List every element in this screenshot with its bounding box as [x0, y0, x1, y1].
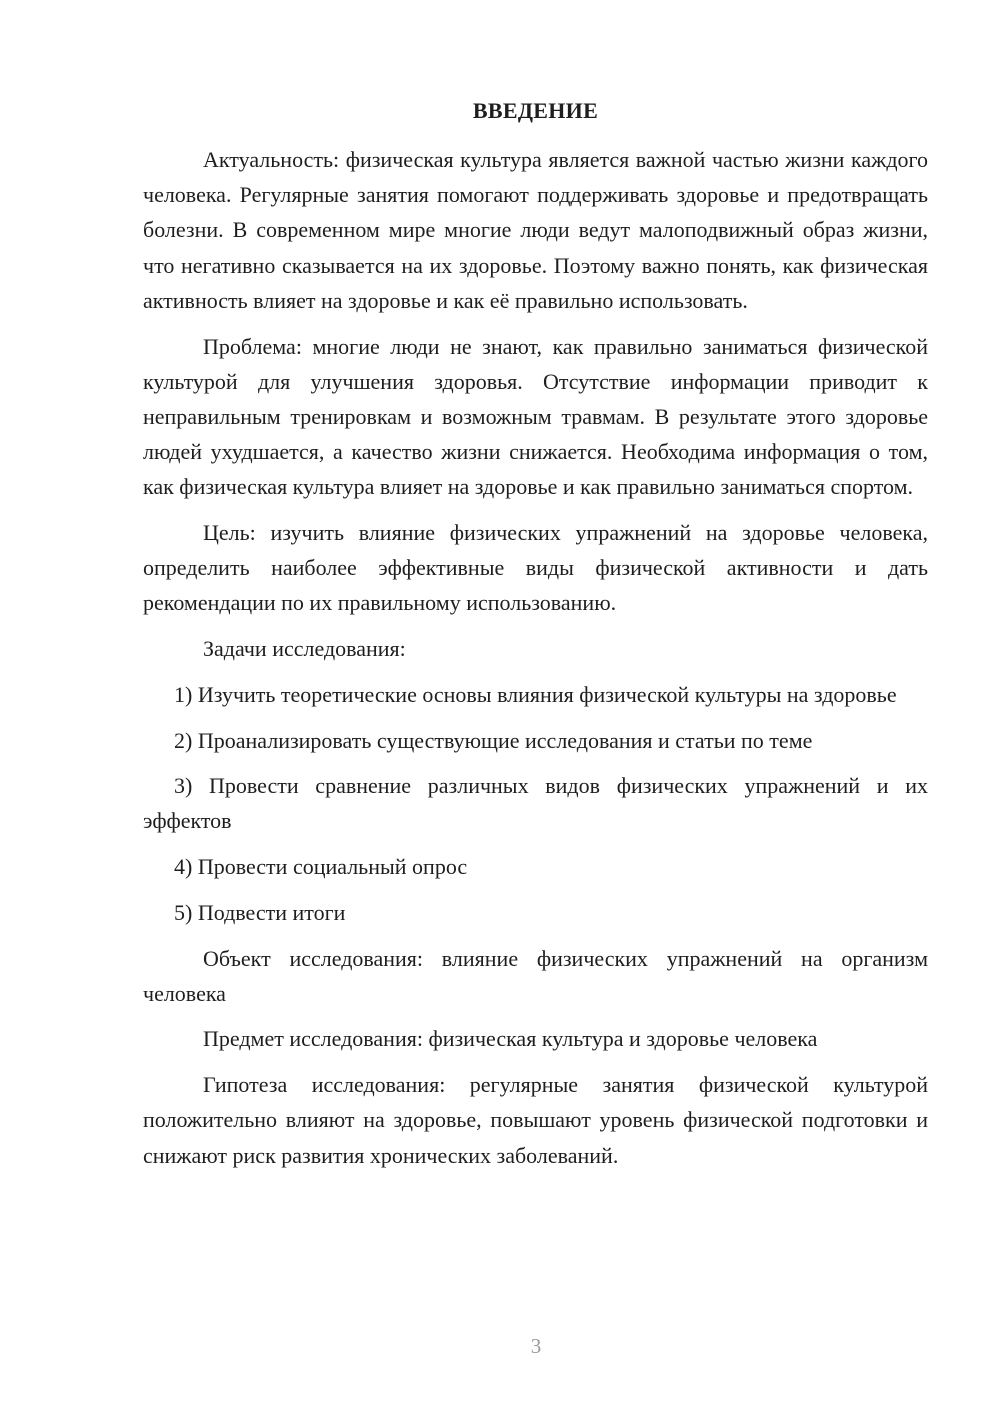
paragraph-object: Объект исследования: влияние физических упражнений на организм человека [143, 945, 928, 1006]
tasks-heading: Задачи исследования: [203, 636, 406, 662]
task-item-4: 4) Провести социальный опрос [174, 854, 468, 880]
paragraph-hypothesis: Гипотеза исследования: регулярные занятия физической культурой положительно влияют на здоровье, повышают уровень физической подготовки и снижают риск развития хронических заболеваний. [143, 1072, 928, 1168]
page-title: ВВЕДЕНИЕ [472, 98, 599, 123]
document-body [143, 142, 928, 1183]
paragraph-goal: Цель: изучить влияние физических упражнений на здоровье человека, определить наиболее эффективные виды физической активности и дать рекомендации по их правильному использованию. [143, 520, 928, 616]
task-item-2: 2) Проанализировать существующие исследования и статьи по теме [174, 727, 813, 753]
task-item-1: 1) Изучить теоретические основы влияния физической культуры на здоровье [174, 681, 897, 707]
page-number: 3 [530, 1334, 542, 1358]
task-item-3: 3) Провести сравнение различных видов физических упражнений и их эффектов [143, 773, 928, 834]
paragraph-subject: Предмет исследования: физическая культура и здоровье человека [203, 1026, 818, 1052]
paragraph-problem: Проблема: многие люди не знают, как правильно заниматься физической культурой для улучшения здоровья. Отсутствие информации приводит к неправильным тренировкам и возможным травмам. В результате этого здоровье людей ухудшается, а качество жизни снижается. Необходима информация о том, как физическая культура влияет на здоровье и как правильно заниматься спортом. [143, 333, 928, 500]
task-item-5: 5) Подвести итоги [174, 899, 346, 925]
paragraph-relevance: Актуальность: физическая культура является важной частью жизни каждого человека. Регулярные занятия помогают поддерживать здоровье и предотвращать болезни. В современном мире многие люди ведут малоподвижный образ жизни, что негативно сказывается на их здоровье. Поэтому важно понять, как физическая активность влияет на здоровье и как её правильно использовать. [143, 147, 928, 313]
